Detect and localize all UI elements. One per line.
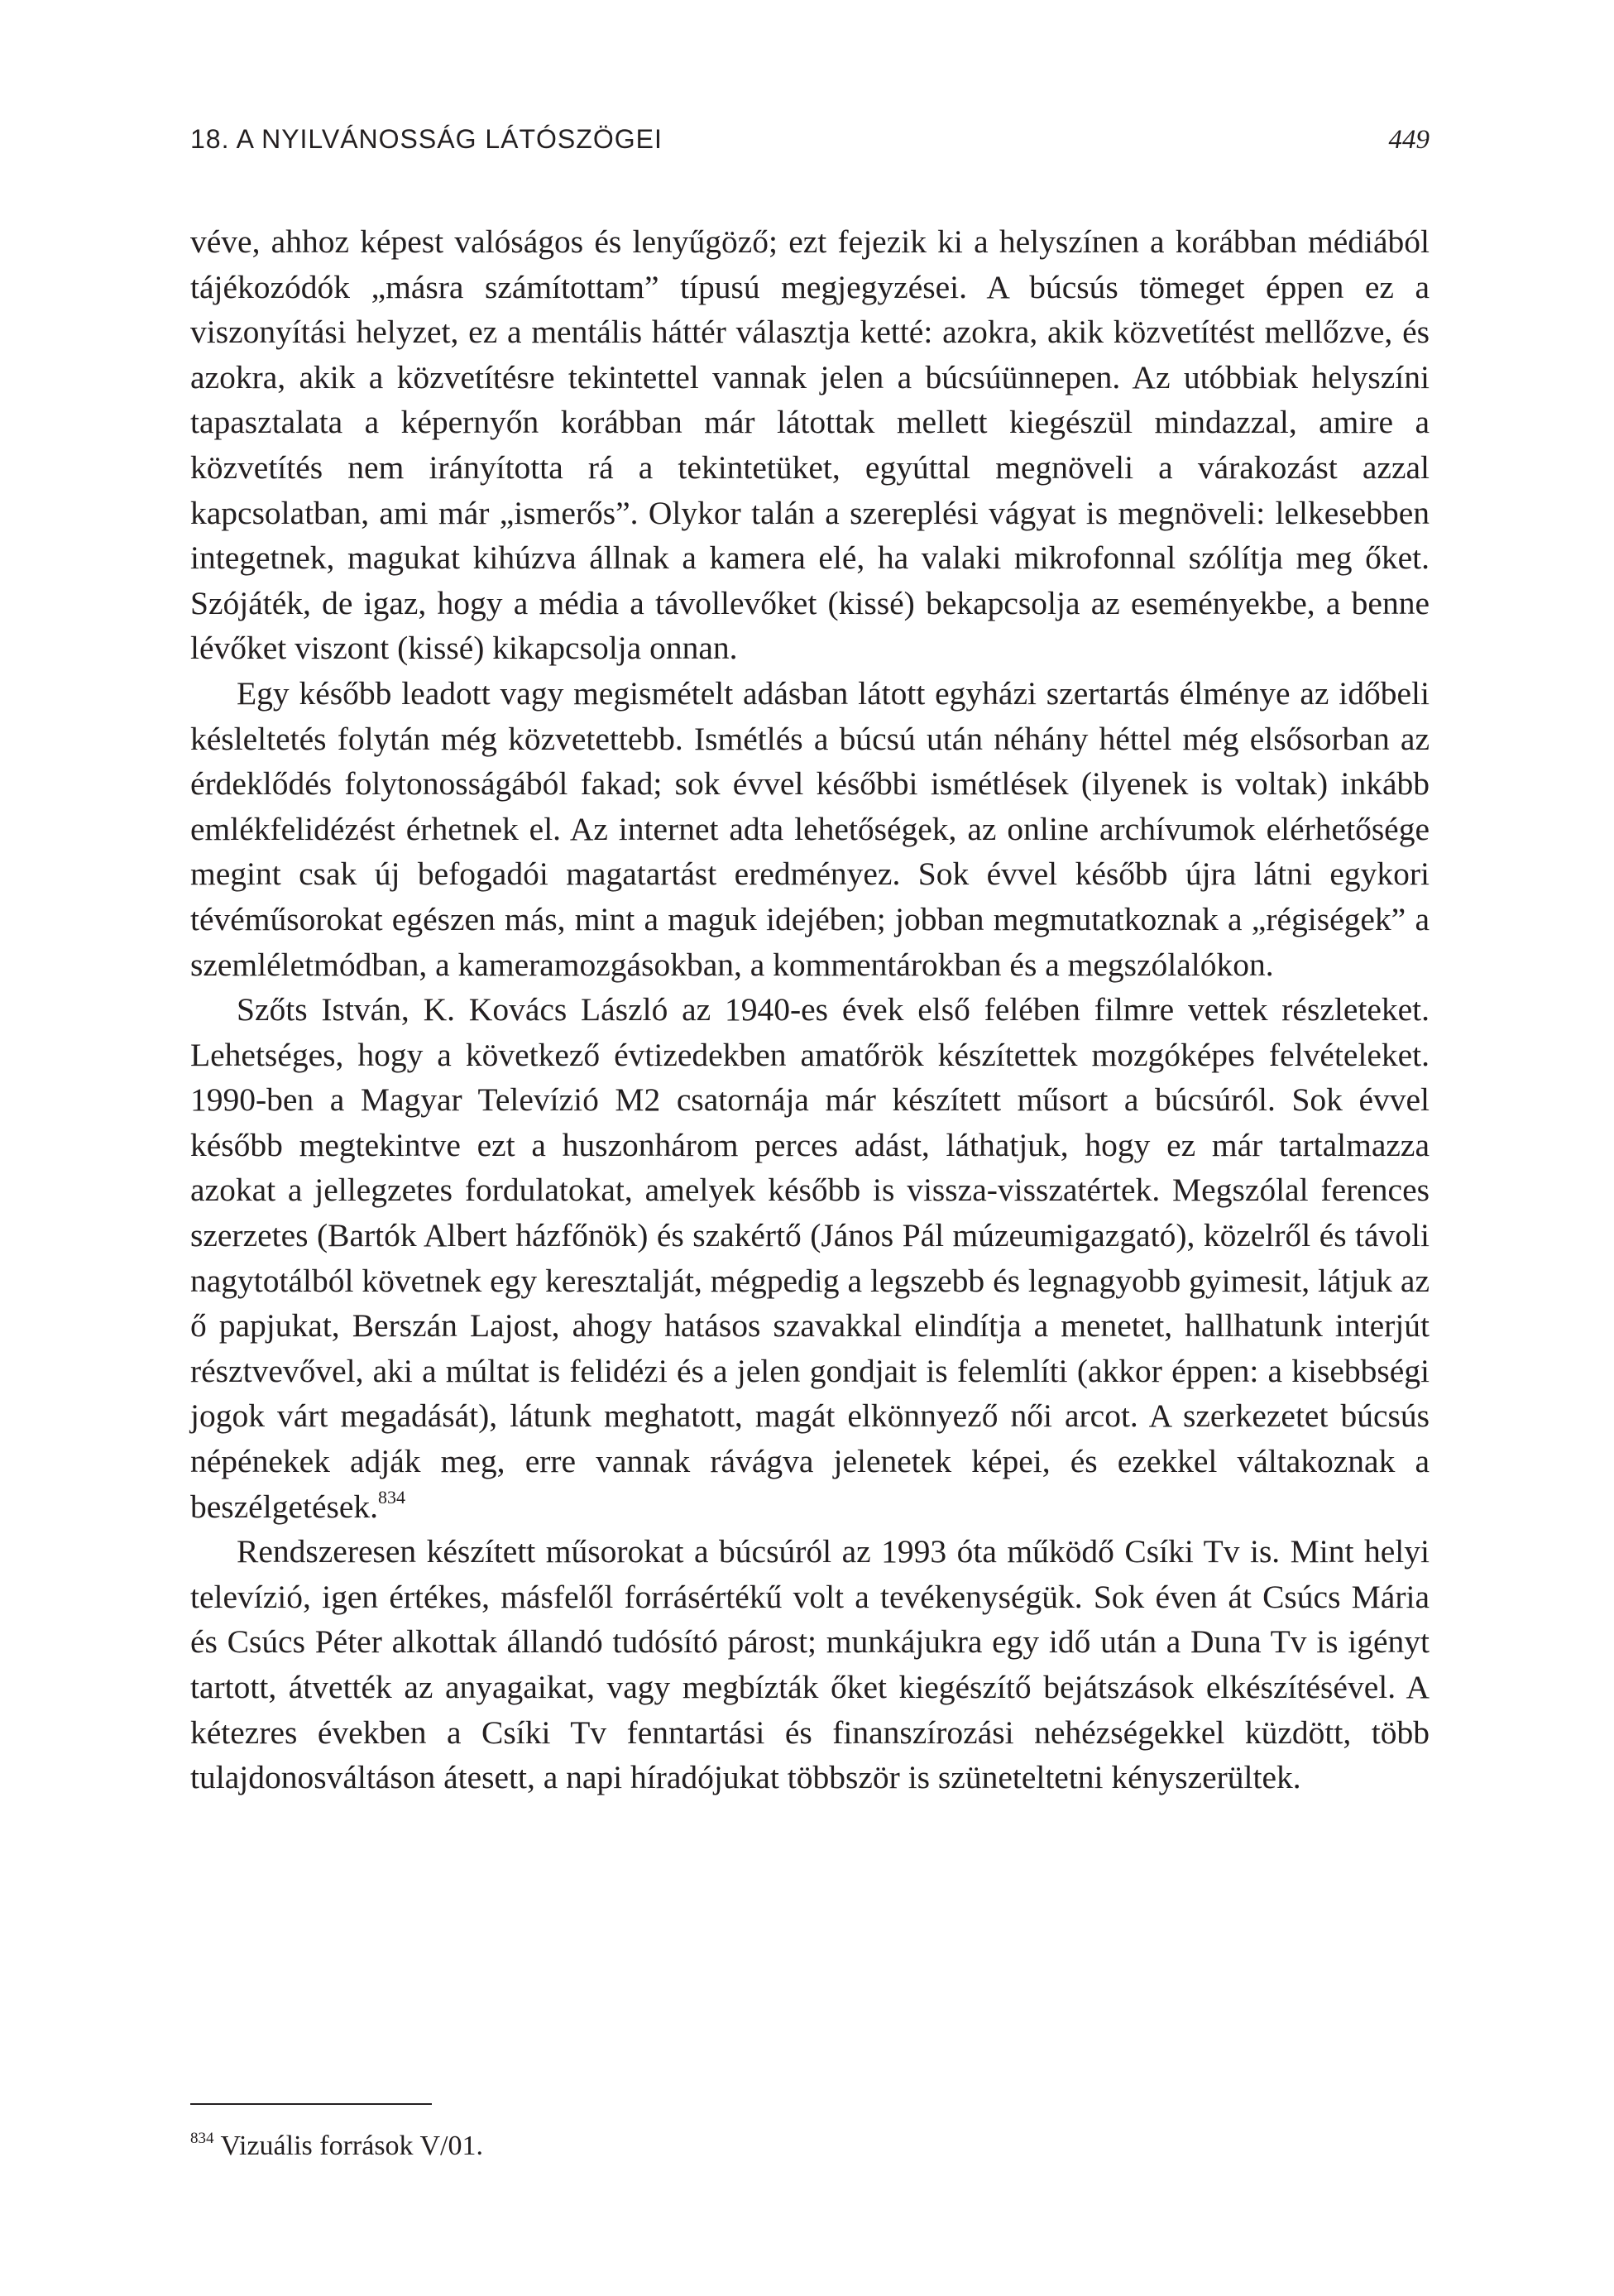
paragraph: Rendszeresen készített műsorokat a búcsúról az 1993 óta működő Csíki Tv is. Mint helyi televízió, igen értékes, másfelől forrásértékű volt a tevékenységük. Sok éven át Csúcs Mária és Csúcs Péter alkottak állandó tudósító párost; munkájukra egy idő után a Duna Tv is igényt tartott, átvették az anyagaikat, vagy megbízták őket kiegészítő bejátszások elkészítésével. A kétezres években a Csíki Tv fenntartási és finanszírozási nehézségekkel küzdött, több tulajdonosváltáson átesett, a napi híradójukat többször is szüneteltetni kényszerültek.: [190, 1533, 1430, 1796]
running-head: 18. A NYILVÁNOSSÁG LÁTÓSZÖGEI: [190, 124, 663, 154]
main-text: [190, 219, 1430, 1800]
footnote-reference[interactable]: 834: [378, 1486, 406, 1507]
page-number: 449: [1388, 125, 1430, 155]
footnote: [190, 2128, 483, 2164]
footnote-number: 834: [190, 2130, 214, 2147]
paragraph: véve, ahhoz képest valóságos és lenyűgöző; ezt fejezik ki a helyszínen a korábban médiából tájékozódók „másra számítottam” típusú megjegyzései. A búcsús tömeget éppen ez a viszonyítási helyzet, ez a mentális háttér választja ketté: azokra, akik közvetítést mellőzve, és azokra, akik a közvetítésre tekintettel vannak jelen a búcsúünnepen. Az utóbbiak helyszíni tapasztalata a képernyőn korábban már látottak mellett kiegészül mindazzal, amire a közvetítés nem irányította rá a tekintetüket, egyúttal megnöveli a várakozást azzal kapcsolatban, ami már „ismerős”. Olykor talán a szereplési vágyat is megnöveli: lelkesebben integetnek, magukat kihúzva állnak a kamera elé, ha valaki mikrofonnal szólítja meg őket. Szójáték, de igaz, hogy a média a távollevőket (kissé) bekapcsolja az eseményekbe, a benne lévőket viszont (kissé) kikapcsolja onnan.: [190, 223, 1430, 667]
paragraph: [190, 987, 1430, 1529]
paragraph: Egy később leadott vagy megismételt adásban látott egyházi szertartás élménye az időbeli késleltetés folytán még közvetettebb. Ismétlés a búcsú után néhány héttel még elsősorban az érdeklődés folytonosságából fakad; sok évvel későbbi ismétlések (ilyenek is voltak) inkább emlékfelidézést érhetnek el. Az internet adta lehetőségek, az online archívumok elérhetősége megint csak új befogadói magatartást eredményez. Sok évvel később újra látni egykori tévéműsorokat egészen más, mint a maguk idejében; jobban megmutatkoznak a „régiségek” a szemléletmódban, a kameramozgásokban, a kommentárokban és a megszólalókon.: [190, 674, 1430, 983]
footnote-divider: [190, 2103, 432, 2105]
paragraph-text: Szőts István, K. Kovács László az 1940-es évek első felében filmre vettek részleteket. Lehetséges, hogy a következő évtizedekben amatőrök készítettek mozgóképes felvételeket. 1990-ben a Magyar Televízió M2 csatornája már készített műsort a búcsúról. Sok évvel később megtekintve ezt a huszonhárom perces adást, láthatjuk, hogy ez már tartalmazza azokat a jellegzetes fordulatokat, amelyek később is vissza-visszatértek. Megszólal ferences szerzetes (Bartók Albert házfőnök) és szakértő (János Pál múzeumigazgató), közelről és távoli nagytotálból követnek egy keresztalját, mégpedig a legszebb és legnagyobb gyimesit, látjuk az ő papjukat, Berszán Lajost, ahogy hatásos szavakkal elindítja a menetet, hallhatunk interjút résztvevővel, aki a múltat is felidézi és a jelen gondjait is felemlíti (akkor éppen: a kisebbségi jogok várt megadását), látunk meghatott, magát elkönnyező női arcot. A szerkezetet búcsús népénekek adják meg, erre vannak rávágva jelenetek képei, és ezekkel váltakoznak a beszélgetések.: [190, 991, 1430, 1525]
footnote-text: Vizuális források V/01.: [220, 2131, 483, 2161]
page-header: [190, 124, 1430, 165]
